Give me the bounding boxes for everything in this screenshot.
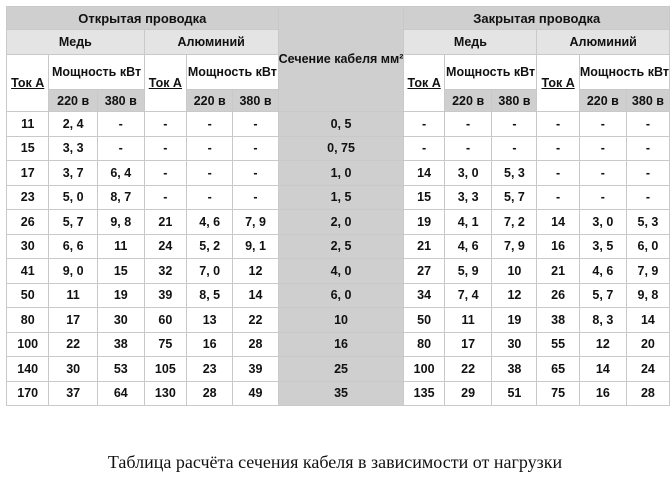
table-cell: 5, 3 bbox=[626, 210, 669, 235]
table-cell: 7, 0 bbox=[187, 259, 233, 284]
table-cell: 2, 4 bbox=[49, 112, 97, 137]
table-cell: 4, 1 bbox=[444, 210, 492, 235]
table-cell: - bbox=[444, 136, 492, 161]
table-cell: - bbox=[233, 185, 278, 210]
table-row bbox=[7, 357, 670, 382]
table-cell: 16 bbox=[187, 332, 233, 357]
table-cell: 30 bbox=[97, 308, 144, 333]
table-cell: 65 bbox=[537, 357, 579, 382]
table-cell: - bbox=[404, 136, 444, 161]
table-cell: 75 bbox=[537, 381, 579, 406]
table-cell: - bbox=[97, 112, 144, 137]
table-cell: 11 bbox=[7, 112, 49, 137]
table-cell: 39 bbox=[233, 357, 278, 382]
table-cell: 10 bbox=[492, 259, 537, 284]
table-cell: 14 bbox=[233, 283, 278, 308]
table-cell: 60 bbox=[144, 308, 186, 333]
cross-section-cell: 2, 0 bbox=[278, 210, 404, 235]
cross-section-cell: 35 bbox=[278, 381, 404, 406]
cross-section-header: Сечение кабеля мм² bbox=[278, 7, 404, 112]
table-cell: - bbox=[187, 161, 233, 186]
table-cell: 38 bbox=[97, 332, 144, 357]
table-cell: 17 bbox=[49, 308, 97, 333]
voltage-220-header: 220 в bbox=[579, 90, 626, 112]
cross-section-cell: 1, 5 bbox=[278, 185, 404, 210]
table-cell: 3, 0 bbox=[579, 210, 626, 235]
table-cell: 21 bbox=[404, 234, 444, 259]
table-cell: 170 bbox=[7, 381, 49, 406]
table-cell: 11 bbox=[444, 308, 492, 333]
table-cell: 6, 6 bbox=[49, 234, 97, 259]
table-cell: 19 bbox=[404, 210, 444, 235]
cross-section-cell: 10 bbox=[278, 308, 404, 333]
closed-copper-header: Медь bbox=[404, 30, 537, 55]
table-cell: 6, 0 bbox=[626, 234, 669, 259]
cross-section-cell: 16 bbox=[278, 332, 404, 357]
voltage-220-header: 220 в bbox=[49, 90, 97, 112]
table-cell: 75 bbox=[144, 332, 186, 357]
table-cell: 4, 6 bbox=[579, 259, 626, 284]
table-cell: 50 bbox=[404, 308, 444, 333]
table-cell: - bbox=[579, 136, 626, 161]
table-cell: 32 bbox=[144, 259, 186, 284]
table-cell: 26 bbox=[7, 210, 49, 235]
table-cell: 7, 9 bbox=[626, 259, 669, 284]
table-cell: 22 bbox=[444, 357, 492, 382]
voltage-380-header: 380 в bbox=[97, 90, 144, 112]
table-cell: - bbox=[187, 112, 233, 137]
table-cell: 9, 8 bbox=[626, 283, 669, 308]
table-cell: - bbox=[626, 185, 669, 210]
table-cell: 4, 6 bbox=[187, 210, 233, 235]
table-cell: 7, 9 bbox=[492, 234, 537, 259]
voltage-380-header: 380 в bbox=[626, 90, 669, 112]
voltage-380-header: 380 в bbox=[492, 90, 537, 112]
open-aluminum-header: Алюминий bbox=[144, 30, 278, 55]
table-cell: 22 bbox=[233, 308, 278, 333]
voltage-220-header: 220 в bbox=[444, 90, 492, 112]
table-row bbox=[7, 283, 670, 308]
table-cell: 30 bbox=[49, 357, 97, 382]
table-cell: 80 bbox=[7, 308, 49, 333]
table-cell: 12 bbox=[492, 283, 537, 308]
table-cell: 11 bbox=[97, 234, 144, 259]
table-cell: 19 bbox=[492, 308, 537, 333]
table-cell: 7, 2 bbox=[492, 210, 537, 235]
table-cell: 105 bbox=[144, 357, 186, 382]
cross-section-cell: 0, 75 bbox=[278, 136, 404, 161]
table-cell: 3, 5 bbox=[579, 234, 626, 259]
table-row bbox=[7, 234, 670, 259]
closed-aluminum-header: Алюминий bbox=[537, 30, 670, 55]
table-body bbox=[7, 112, 670, 406]
open-copper-power-header: Мощность кВт bbox=[49, 55, 144, 90]
cross-section-cell: 25 bbox=[278, 357, 404, 382]
table-cell: 64 bbox=[97, 381, 144, 406]
cross-section-cell: 2, 5 bbox=[278, 234, 404, 259]
table-cell: - bbox=[144, 185, 186, 210]
table-cell: 12 bbox=[233, 259, 278, 284]
table-cell: - bbox=[144, 112, 186, 137]
table-cell: 135 bbox=[404, 381, 444, 406]
table-cell: - bbox=[579, 161, 626, 186]
cross-section-cell: 4, 0 bbox=[278, 259, 404, 284]
table-cell: 50 bbox=[7, 283, 49, 308]
table-cell: - bbox=[97, 136, 144, 161]
table-cell: 9, 1 bbox=[233, 234, 278, 259]
open-aluminum-current-header: Ток А bbox=[144, 55, 186, 112]
table-cell: 16 bbox=[579, 381, 626, 406]
table-cell: 140 bbox=[7, 357, 49, 382]
table-cell: 38 bbox=[492, 357, 537, 382]
table-cell: - bbox=[537, 185, 579, 210]
table-cell: 8, 5 bbox=[187, 283, 233, 308]
table-cell: 39 bbox=[144, 283, 186, 308]
table-cell: 27 bbox=[404, 259, 444, 284]
table-row bbox=[7, 308, 670, 333]
table-cell: 3, 3 bbox=[49, 136, 97, 161]
table-cell: 15 bbox=[7, 136, 49, 161]
open-aluminum-power-header: Мощность кВт bbox=[187, 55, 279, 90]
open-wiring-header: Открытая проводка bbox=[7, 7, 279, 30]
table-cell: - bbox=[579, 185, 626, 210]
table-cell: 28 bbox=[187, 381, 233, 406]
table-cell: - bbox=[187, 136, 233, 161]
table-cell: 5, 2 bbox=[187, 234, 233, 259]
table-cell: - bbox=[233, 136, 278, 161]
closed-copper-power-header: Мощность кВт bbox=[444, 55, 537, 90]
table-cell: 11 bbox=[49, 283, 97, 308]
header-row-wiring bbox=[7, 7, 670, 30]
table-cell: - bbox=[492, 112, 537, 137]
table-cell: 37 bbox=[49, 381, 97, 406]
table-row bbox=[7, 185, 670, 210]
table-cell: 5, 9 bbox=[444, 259, 492, 284]
table-cell: 15 bbox=[97, 259, 144, 284]
table-cell: 23 bbox=[7, 185, 49, 210]
open-copper-current-header: Ток А bbox=[7, 55, 49, 112]
table-cell: - bbox=[404, 112, 444, 137]
open-copper-header: Медь bbox=[7, 30, 145, 55]
table-cell: 5, 7 bbox=[492, 185, 537, 210]
table-cell: 38 bbox=[537, 308, 579, 333]
table-caption: Таблица расчёта сечения кабеля в зависимости от нагрузки bbox=[107, 452, 563, 472]
table-cell: 5, 3 bbox=[492, 161, 537, 186]
table-cell: 14 bbox=[626, 308, 669, 333]
table-cell: - bbox=[187, 185, 233, 210]
table-cell: 29 bbox=[444, 381, 492, 406]
table-cell: 14 bbox=[404, 161, 444, 186]
closed-wiring-header: Закрытая проводка bbox=[404, 7, 670, 30]
table-cell: - bbox=[233, 112, 278, 137]
table-row bbox=[7, 161, 670, 186]
table-cell: 8, 3 bbox=[579, 308, 626, 333]
cross-section-cell: 1, 0 bbox=[278, 161, 404, 186]
table-cell: 51 bbox=[492, 381, 537, 406]
table-cell: 12 bbox=[579, 332, 626, 357]
table-cell: 9, 8 bbox=[97, 210, 144, 235]
table-cell: 3, 0 bbox=[444, 161, 492, 186]
table-cell: 21 bbox=[537, 259, 579, 284]
table-cell: 130 bbox=[144, 381, 186, 406]
table-cell: - bbox=[626, 161, 669, 186]
table-cell: 100 bbox=[7, 332, 49, 357]
table-cell: 14 bbox=[537, 210, 579, 235]
closed-copper-current-header: Ток А bbox=[404, 55, 444, 112]
table-cell: 13 bbox=[187, 308, 233, 333]
table-cell: - bbox=[492, 136, 537, 161]
table-cell: 22 bbox=[49, 332, 97, 357]
table-cell: 17 bbox=[444, 332, 492, 357]
table-row bbox=[7, 210, 670, 235]
cross-section-cell: 6, 0 bbox=[278, 283, 404, 308]
table-cell: 5, 7 bbox=[49, 210, 97, 235]
table-cell: 26 bbox=[537, 283, 579, 308]
table-cell: 30 bbox=[492, 332, 537, 357]
table-cell: - bbox=[626, 112, 669, 137]
table-cell: - bbox=[233, 161, 278, 186]
table-cell: 49 bbox=[233, 381, 278, 406]
table-cell: 5, 7 bbox=[579, 283, 626, 308]
table-cell: 55 bbox=[537, 332, 579, 357]
table-cell: 9, 0 bbox=[49, 259, 97, 284]
table-cell: 80 bbox=[404, 332, 444, 357]
table-cell: 24 bbox=[144, 234, 186, 259]
table-cell: 7, 9 bbox=[233, 210, 278, 235]
voltage-220-header: 220 в bbox=[187, 90, 233, 112]
table-cell: 24 bbox=[626, 357, 669, 382]
closed-aluminum-power-header: Мощность кВт bbox=[579, 55, 669, 90]
table-cell: 3, 7 bbox=[49, 161, 97, 186]
table-cell: 34 bbox=[404, 283, 444, 308]
closed-aluminum-current-header: Ток А bbox=[537, 55, 579, 112]
table-cell: 23 bbox=[187, 357, 233, 382]
table-cell: - bbox=[537, 112, 579, 137]
table-cell: 15 bbox=[404, 185, 444, 210]
table-cell: - bbox=[144, 161, 186, 186]
table-cell: - bbox=[444, 112, 492, 137]
table-cell: 41 bbox=[7, 259, 49, 284]
table-cell: 28 bbox=[626, 381, 669, 406]
table-cell: 100 bbox=[404, 357, 444, 382]
table-cell: 14 bbox=[579, 357, 626, 382]
table-cell: 5, 0 bbox=[49, 185, 97, 210]
table-cell: 19 bbox=[97, 283, 144, 308]
table-cell: - bbox=[537, 161, 579, 186]
table-row bbox=[7, 381, 670, 406]
table-cell: - bbox=[537, 136, 579, 161]
table-cell: - bbox=[579, 112, 626, 137]
table-row bbox=[7, 136, 670, 161]
cross-section-cell: 0, 5 bbox=[278, 112, 404, 137]
table-cell: 20 bbox=[626, 332, 669, 357]
table-cell: 53 bbox=[97, 357, 144, 382]
table-cell: 6, 4 bbox=[97, 161, 144, 186]
table-cell: - bbox=[144, 136, 186, 161]
table-row bbox=[7, 112, 670, 137]
table-cell: 16 bbox=[537, 234, 579, 259]
table-cell: 21 bbox=[144, 210, 186, 235]
table-cell: - bbox=[626, 136, 669, 161]
table-cell: 30 bbox=[7, 234, 49, 259]
table-cell: 17 bbox=[7, 161, 49, 186]
table-cell: 8, 7 bbox=[97, 185, 144, 210]
table-cell: 28 bbox=[233, 332, 278, 357]
table-cell: 7, 4 bbox=[444, 283, 492, 308]
table-cell: 4, 6 bbox=[444, 234, 492, 259]
voltage-380-header: 380 в bbox=[233, 90, 278, 112]
table-row bbox=[7, 259, 670, 284]
table-row bbox=[7, 332, 670, 357]
cable-section-table bbox=[6, 6, 670, 406]
table-cell: 3, 3 bbox=[444, 185, 492, 210]
